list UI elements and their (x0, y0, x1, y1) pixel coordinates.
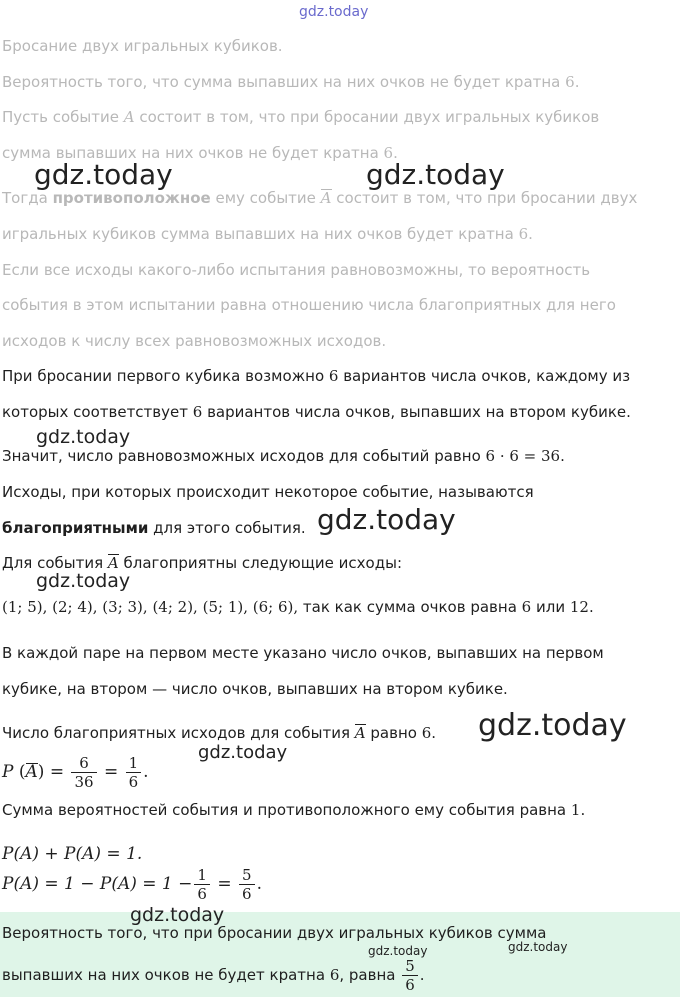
event-definition: Пусть событие A состоит в том, что при бросании двух игральных кубиков (2, 108, 600, 126)
watermark: gdz.today (508, 940, 568, 954)
answer-line: выпавших на них очков не будет кратна 6, равна $\frac{5}{6}$ . (2, 957, 425, 994)
definition-line: Исходы, при которых происходит некоторое событие, называются (2, 483, 534, 501)
favorable-outcomes-intro: Для события A благоприятны следующие исходы: (2, 554, 402, 572)
probability-rule: события в этом испытании равна отношению числа благоприятных для него (2, 296, 616, 314)
sum-formula: P(A) + P(A) = 1. (2, 844, 143, 864)
complement-formula: P(A) = 1 − P(A) = 1 − $\frac{1}{6}$ = $\frac{5}{6}$ . (2, 865, 262, 903)
task-title: Бросание двух игральных кубиков. (2, 37, 283, 55)
opposite-event: Тогда противоположное ему событие A состоит в том, что при бросании двух (2, 189, 638, 207)
probability-rule: исходов к числу всех равновозможных исходов. (2, 332, 387, 350)
fraction: $\frac{6}{36}$ (71, 754, 96, 791)
watermark: gdz.today (36, 426, 131, 448)
fraction: $\frac{1}{6}$ (126, 754, 142, 791)
fraction: $\frac{5}{6}$ (239, 866, 255, 903)
solution-line: кубике, на втором — число очков, выпавших на втором кубике. (2, 680, 508, 698)
solution-line: В каждой паре на первом месте указано число очков, выпавших на первом (2, 644, 604, 662)
favorable-outcomes-list: (1; 5), (2; 4), (3; 3), (4; 2), (5; 1), (6; 6), так как сумма очков равна 6 или 12. (2, 598, 594, 616)
solution-line: При бросании первого кубика возможно 6 вариантов числа очков, каждому из (2, 367, 631, 385)
solution-line: Сумма вероятностей события и противоположного ему события равна 1. (2, 801, 586, 819)
watermark: gdz.today (366, 158, 505, 191)
task-question: Вероятность того, что сумма выпавших на них очков не будет кратна 6. (2, 73, 580, 91)
watermark: gdz.today (198, 742, 288, 763)
watermark: gdz.today (317, 503, 456, 536)
watermark: gdz.today (34, 158, 173, 191)
watermark: gdz.today (130, 904, 225, 926)
watermark: gdz.today (36, 570, 131, 592)
fraction: $\frac{5}{6}$ (402, 957, 418, 994)
probability-rule: Если все исходы какого-либо испытания равновозможны, то вероятность (2, 261, 591, 279)
definition-line: благоприятными для этого события. (2, 519, 306, 537)
favorable-count: Число благоприятных исходов для события A равно 6. (2, 724, 437, 742)
solution-line: Значит, число равновозможных исходов для событий равно 6 · 6 = 36. (2, 447, 565, 465)
event-definition-cont: сумма выпавших на них очков не будет кратна 6. (2, 144, 398, 162)
watermark: gdz.today (368, 944, 428, 958)
answer-line: Вероятность того, что при бросании двух игральных кубиков сумма (2, 924, 547, 942)
solution-line: которых соответствует 6 вариантов числа очков, выпавших на втором кубике. (2, 403, 631, 421)
fraction: $\frac{1}{6}$ (194, 866, 210, 903)
opposite-event-cont: игральных кубиков сумма выпавших на них очков будет кратна 6. (2, 225, 533, 243)
watermark: gdz.today (299, 4, 369, 20)
watermark: gdz.today (478, 708, 627, 743)
probability-formula: P (A) = $\frac{6}{36}$ = $\frac{1}{6}$ . (2, 753, 149, 791)
